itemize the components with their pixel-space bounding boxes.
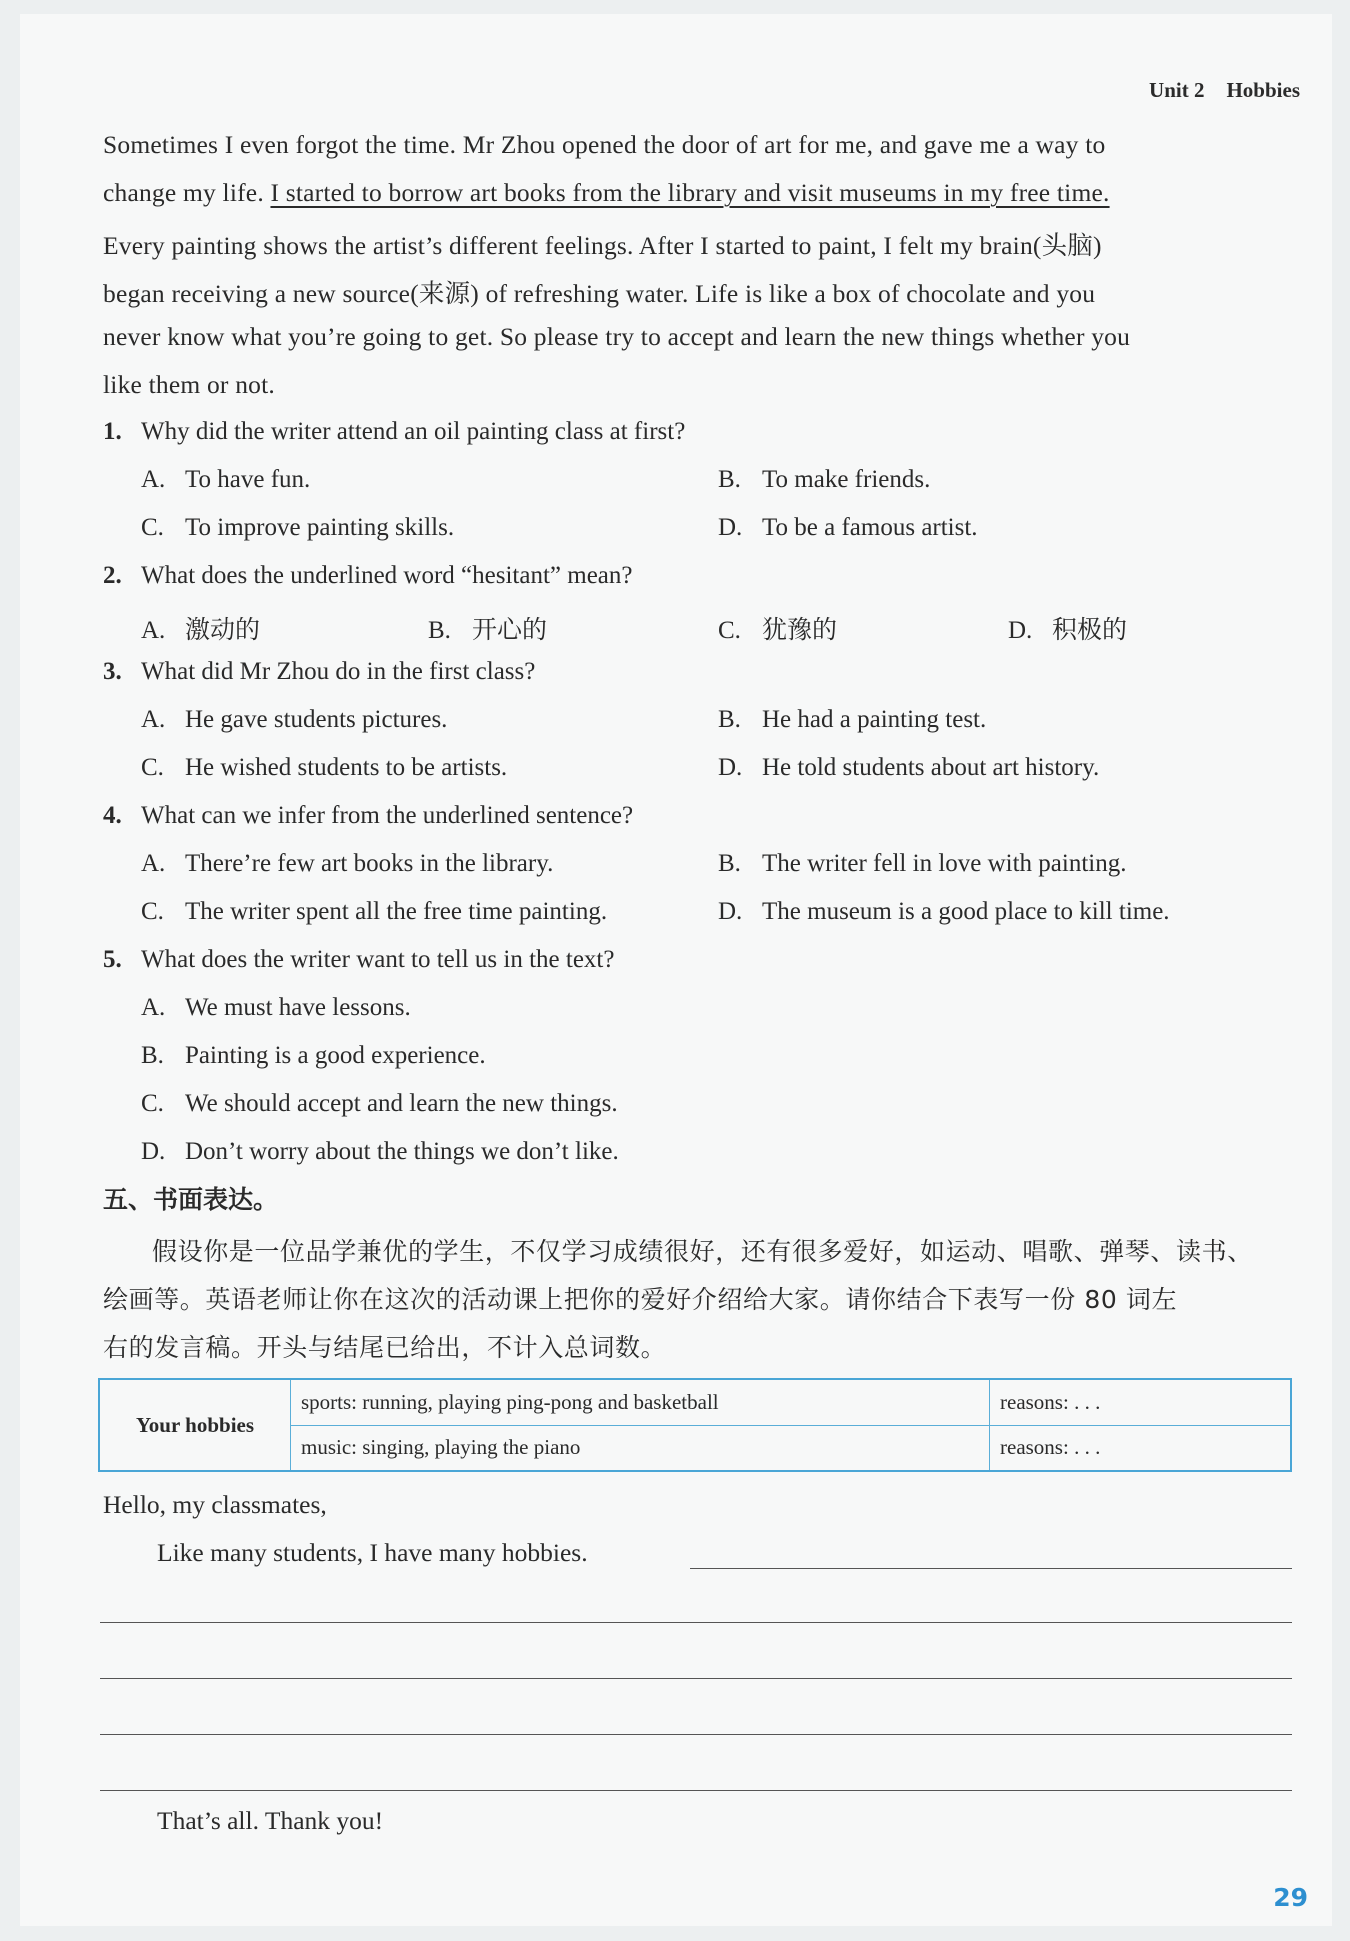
- option-5a[interactable]: [141, 994, 411, 1022]
- option-text: To be a famous artist.: [762, 514, 978, 541]
- option-3c[interactable]: [141, 754, 507, 782]
- option-letter: C.: [141, 514, 164, 541]
- option-text: Don’t worry about the things we don’t like.: [185, 1138, 619, 1165]
- option-1a[interactable]: [141, 466, 310, 494]
- option-4c[interactable]: [141, 898, 607, 926]
- unit-title: Hobbies: [1226, 78, 1300, 102]
- option-3d[interactable]: [718, 754, 1099, 782]
- question-text: Why did the writer attend an oil painting class at first?: [141, 418, 686, 445]
- prompt-line-3: 右的发言稿。开头与结尾已给出，不计入总词数。: [103, 1333, 667, 1362]
- writing-line-4[interactable]: [100, 1734, 1292, 1735]
- table-cell-reasons: reasons: . . .: [990, 1379, 1292, 1425]
- opening-sentence: Like many students, I have many hobbies.: [157, 1538, 588, 1567]
- question-1: [103, 418, 685, 446]
- option-letter: C.: [718, 617, 741, 644]
- option-text: Painting is a good experience.: [185, 1042, 486, 1069]
- question-text: What does the underlined word “hesitant” mean?: [141, 562, 633, 589]
- option-letter: B.: [141, 1042, 164, 1069]
- passage-line-5: never know what you’re going to get. So please try to accept and learn the new things whether you: [103, 322, 1131, 351]
- writing-line-2[interactable]: [100, 1622, 1292, 1623]
- passage-line-2-text: change my life.: [103, 178, 271, 207]
- option-3b[interactable]: [718, 706, 986, 734]
- table-head: Your hobbies: [99, 1379, 291, 1471]
- option-letter: B.: [718, 466, 741, 493]
- option-letter: A.: [141, 850, 166, 877]
- option-2c[interactable]: [718, 610, 837, 646]
- option-text: 激动的: [185, 615, 261, 644]
- option-letter: D.: [1008, 617, 1033, 644]
- option-4d[interactable]: [718, 898, 1170, 926]
- option-5c[interactable]: [141, 1090, 618, 1118]
- option-text: He gave students pictures.: [185, 706, 448, 733]
- page-number: 29: [1273, 1883, 1308, 1912]
- option-letter: D.: [141, 1138, 166, 1165]
- passage-line-1: Sometimes I even forgot the time. Mr Zhou opened the door of art for me, and gave me a way to: [103, 130, 1106, 159]
- option-text: He told students about art history.: [762, 754, 1100, 781]
- option-4b[interactable]: [718, 850, 1127, 878]
- passage-line-6: like them or not.: [103, 370, 275, 399]
- option-letter: C.: [141, 898, 164, 925]
- greeting: Hello, my classmates,: [103, 1490, 327, 1519]
- option-text: 犹豫的: [762, 615, 838, 644]
- option-1d[interactable]: [718, 514, 978, 542]
- option-2d[interactable]: [1008, 610, 1127, 646]
- question-number: 4.: [103, 802, 122, 829]
- option-text: We must have lessons.: [185, 994, 411, 1021]
- option-letter: B.: [718, 850, 741, 877]
- option-text: The writer spent all the free time painting.: [185, 898, 608, 925]
- option-letter: D.: [718, 514, 743, 541]
- question-text: What did Mr Zhou do in the first class?: [141, 658, 536, 685]
- option-text: To have fun.: [185, 466, 311, 493]
- passage-line-2: [103, 178, 1110, 208]
- table-cell-reasons: reasons: . . .: [990, 1425, 1292, 1471]
- underlined-sentence: I started to borrow art books from the library and visit museums in my free time.: [270, 178, 1110, 207]
- option-letter: C.: [141, 1090, 164, 1117]
- option-text: He wished students to be artists.: [185, 754, 508, 781]
- closing-sentence: That’s all. Thank you!: [157, 1806, 384, 1835]
- option-letter: D.: [718, 754, 743, 781]
- writing-line-5[interactable]: [100, 1790, 1292, 1791]
- writing-line-3[interactable]: [100, 1678, 1292, 1679]
- option-letter: A.: [141, 617, 166, 644]
- question-number: 1.: [103, 418, 122, 445]
- option-4a[interactable]: [141, 850, 553, 878]
- passage-line-3: Every painting shows the artist’s different feelings. After I started to paint, I felt my brain(头脑): [103, 231, 1102, 260]
- table-cell-sports: sports: running, playing ping-pong and basketball: [291, 1379, 990, 1425]
- option-letter: A.: [141, 994, 166, 1021]
- question-number: 3.: [103, 658, 122, 685]
- option-text: The museum is a good place to kill time.: [762, 898, 1170, 925]
- option-letter: C.: [141, 754, 164, 781]
- option-letter: A.: [141, 706, 166, 733]
- question-3: [103, 658, 535, 686]
- option-letter: A.: [141, 466, 166, 493]
- option-letter: D.: [718, 898, 743, 925]
- option-text: There’re few art books in the library.: [185, 850, 554, 877]
- option-3a[interactable]: [141, 706, 447, 734]
- option-text: He had a painting test.: [762, 706, 987, 733]
- option-2a[interactable]: [141, 610, 260, 646]
- option-5d[interactable]: [141, 1138, 619, 1166]
- prompt-line-2: 绘画等。英语老师让你在这次的活动课上把你的爱好介绍给大家。请你结合下表写一份 80 词左: [103, 1285, 1178, 1314]
- question-5: [103, 946, 614, 974]
- option-text: 开心的: [472, 615, 548, 644]
- option-text: To make friends.: [762, 466, 931, 493]
- question-text: What does the writer want to tell us in the text?: [141, 946, 615, 973]
- hobbies-table: [98, 1378, 1292, 1472]
- passage-line-4: began receiving a new source(来源) of refreshing water. Life is like a box of chocolate and you: [103, 279, 1096, 308]
- option-letter: B.: [428, 617, 451, 644]
- question-number: 5.: [103, 946, 122, 973]
- unit-label: Unit 2: [1149, 78, 1205, 102]
- option-1c[interactable]: [141, 514, 454, 542]
- option-text: 积极的: [1052, 615, 1128, 644]
- question-number: 2.: [103, 562, 122, 589]
- question-text: What can we infer from the underlined sentence?: [141, 802, 634, 829]
- option-2b[interactable]: [428, 610, 547, 646]
- option-text: The writer fell in love with painting.: [762, 850, 1127, 877]
- option-text: We should accept and learn the new things.: [185, 1090, 618, 1117]
- section-title: 五、书面表达。: [103, 1185, 279, 1214]
- option-5b[interactable]: [141, 1042, 486, 1070]
- question-4: [103, 802, 633, 830]
- prompt-line-1: 假设你是一位品学兼优的学生，不仅学习成绩很好，还有很多爱好，如运动、唱歌、弹琴、读书、: [152, 1237, 1253, 1266]
- option-1b[interactable]: [718, 466, 930, 494]
- table-cell-music: music: singing, playing the piano: [291, 1425, 990, 1471]
- option-letter: B.: [718, 706, 741, 733]
- option-text: To improve painting skills.: [185, 514, 455, 541]
- question-2: [103, 562, 632, 590]
- running-header: [1149, 78, 1300, 103]
- writing-line-1[interactable]: [690, 1568, 1292, 1569]
